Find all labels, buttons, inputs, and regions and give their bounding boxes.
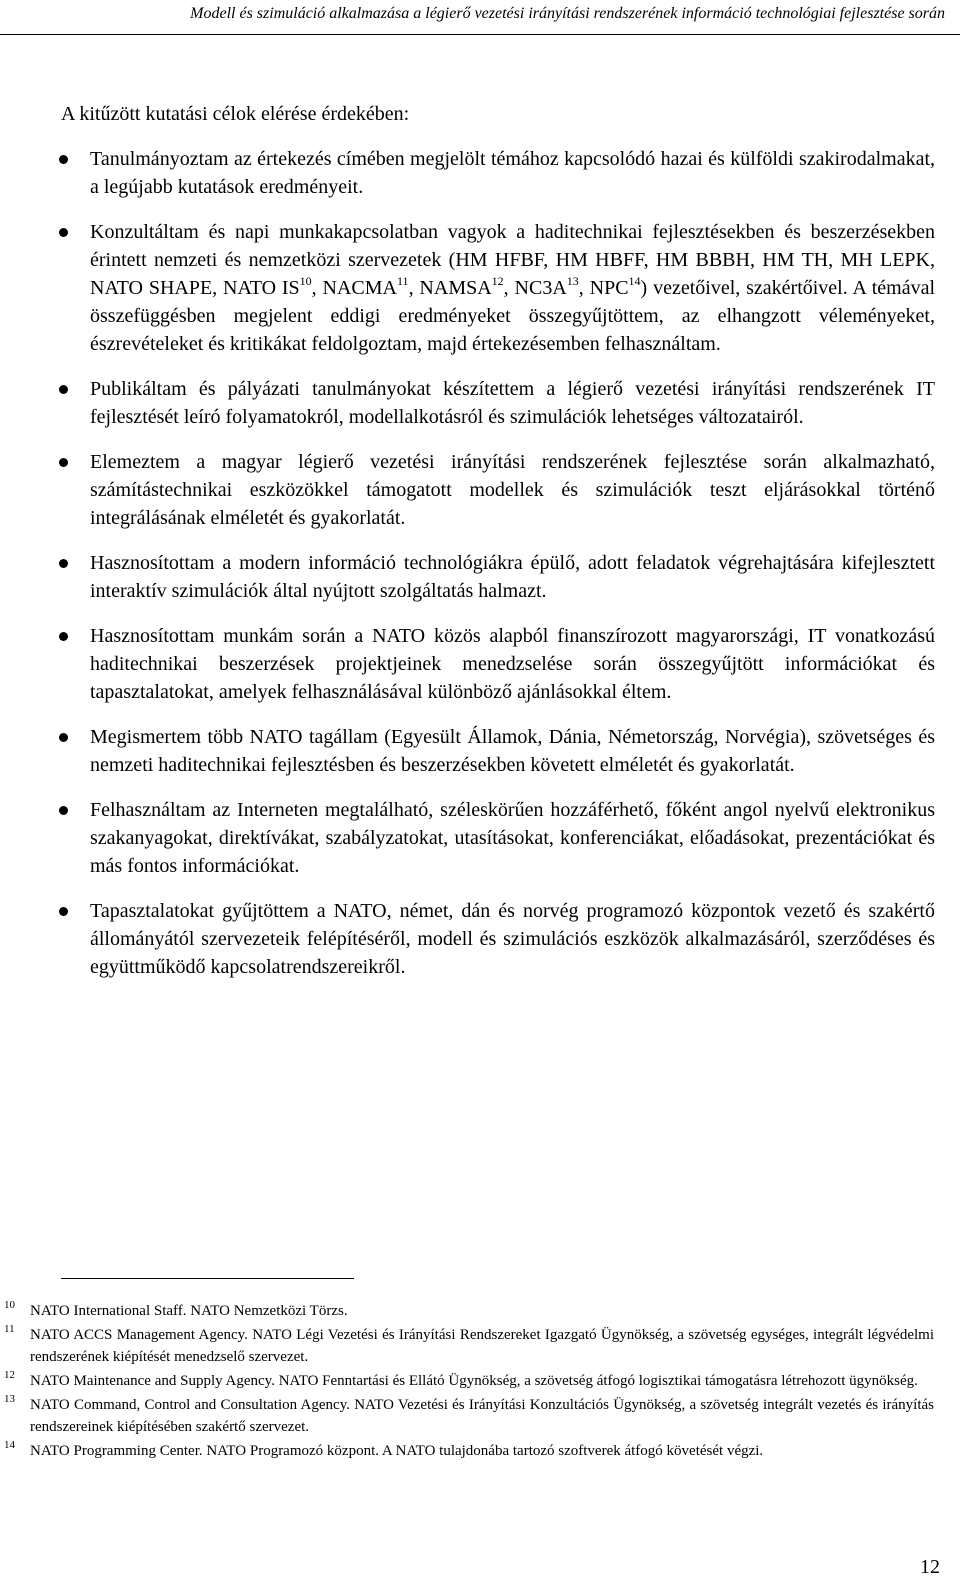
bullet-item: [0, 218, 960, 358]
bullet-icon: [59, 733, 68, 742]
footnote-text: NATO ACCS Management Agency. NATO Légi Vezetési és Irányítási Rendszereket Igazgató Ügynökség, a szövetség egységes, integrált légvédelmi rendszerének kiépítését menedzselő szervezet.: [30, 1327, 934, 1365]
bullet-icon: [59, 907, 68, 916]
footnote-number: 14: [4, 1439, 15, 1451]
bullet-icon: [59, 228, 68, 237]
bullet-item: [0, 723, 960, 779]
bullet-item: [0, 796, 960, 880]
bullet-icon: [59, 632, 68, 641]
running-title: Modell és szimuláció alkalmazása a légierő vezetési irányítási rendszerének információ technológiai fejlesztése során: [190, 5, 945, 22]
bullet-text-part: Konzultáltam és napi munkakapcsolatban vagyok a haditechnikai fejlesztésekben és beszerzésekben érintett nemzeti és nemzetközi szervezetek (HM HFBF, HM HBFF, HM BBBH, HM TH, MH LEPK, NATO SHAPE, NATO IS: [90, 221, 935, 299]
footnote-ref[interactable]: 10: [299, 274, 312, 289]
bullet-item: [0, 549, 960, 605]
footnote-text: NATO International Staff. NATO Nemzetközi Törzs.: [30, 1303, 348, 1319]
bullet-text: Megismertem több NATO tagállam (Egyesült Államok, Dánia, Németország, Norvégia), szövetséges és nemzeti haditechnikai fejlesztésben és beszerzésekben követett elméletét és gyakorlatát.: [90, 726, 935, 776]
bullet-text-part: , NACMA: [311, 277, 397, 299]
bullet-item: [0, 375, 960, 431]
bullet-text: Felhasználtam az Interneten megtalálható, széleskörűen hozzáférhető, főként angol nyelvű elektronikus szakanyagokat, direktívákat, szabályzatokat, utasításokat, konferenciákat, előadásokat, prezentációkat és más fontos információkat.: [90, 799, 935, 877]
bullet-icon: [59, 559, 68, 568]
running-header: [0, 0, 960, 35]
footnote: [0, 1370, 960, 1392]
bullet-item: [0, 897, 960, 981]
footnote: [0, 1300, 960, 1322]
footnote-text: NATO Maintenance and Supply Agency. NATO Fenntartási és Ellátó Ügynökség, a szövetség átfogó logisztikai támogatásra létrehozott ügynökség.: [30, 1373, 918, 1389]
bullet-icon: [59, 458, 68, 467]
footnote-ref[interactable]: 12: [491, 274, 504, 289]
footnotes: [0, 1300, 960, 1464]
footnote-number: 13: [4, 1393, 15, 1405]
bullet-text: Tanulmányoztam az értekezés címében megjelölt témához kapcsolódó hazai és külföldi szakirodalmakat, a legújabb kutatások eredményeit.: [90, 148, 935, 198]
bullet-text-part: , NC3A: [503, 277, 567, 299]
footnote-number: 11: [4, 1323, 15, 1335]
page-number: 12: [920, 1556, 940, 1578]
bullet-text-part: ) vezetőivel, szakértőivel. A témával összefüggésben megjelent eddigi eredményeket összegyűjtöttem, az elhangzott véleményeket, észrevételeket és kritikákat feldolgoztam, majd értekezésemben felhasználtam.: [90, 277, 936, 355]
footnote-text: NATO Programming Center. NATO Programozó központ. A NATO tulajdonába tartozó szoftverek átfogó követését végzi.: [30, 1443, 764, 1459]
bullet-text-part: , NAMSA: [408, 277, 492, 299]
bullet-item: [0, 622, 960, 706]
bullet-icon: [59, 806, 68, 815]
bullet-icon: [59, 385, 68, 394]
bullet-text: Elemeztem a magyar légierő vezetési irányítási rendszerének fejlesztése során alkalmazható, számítástechnikai eszközökkel támogatott modellek és szimulációk teszt eljárásokkal történő integrálásának elméletét és gyakorlatát.: [90, 451, 935, 529]
bullet-icon: [59, 155, 68, 164]
footnote: [0, 1324, 960, 1368]
footnote: [0, 1440, 960, 1462]
footnote-separator: [61, 1278, 354, 1279]
footnote: [0, 1394, 960, 1438]
bullet-text: Publikáltam és pályázati tanulmányokat készítettem a légierő vezetési irányítási rendszerének IT fejlesztését leíró folyamatokról, modellalkotásról és szimulációk lehetséges változatairól.: [90, 378, 935, 428]
bullet-text-part: , NPC: [578, 277, 629, 299]
bullet-text: Hasznosítottam a modern információ technológiákra épülő, adott feladatok végrehajtására kifejlesztett interaktív szimulációk által nyújtott szolgáltatás halmazt.: [90, 552, 935, 602]
footnote-text: NATO Command, Control and Consultation Agency. NATO Vezetési és Irányítási Konzultációs Ügynökség, a szövetség integrált vezetés és irányítás rendszereinek kiépítésében szakértő szervezet.: [30, 1397, 934, 1435]
bullet-item: [0, 448, 960, 532]
footnote-number: 12: [4, 1369, 15, 1381]
footnote-ref[interactable]: 13: [566, 274, 579, 289]
bullet-list: [0, 145, 960, 998]
bullet-item: [0, 145, 960, 201]
footnote-number: 10: [4, 1299, 15, 1311]
footnote-ref[interactable]: 14: [628, 274, 641, 289]
bullet-text: Hasznosítottam munkám során a NATO közös alapból finanszírozott magyarországi, IT vonatkozású haditechnikai beszerzések projektjeinek menedzselése során összegyűjtött információkat és tapasztalatokat, amelyek felhasználásával különböző ajánlásokkal éltem.: [90, 625, 935, 703]
intro-sentence: A kitűzött kutatási célok elérése érdekében:: [61, 103, 410, 125]
bullet-text: Tapasztalatokat gyűjtöttem a NATO, német, dán és norvég programozó központok vezető és szakértő állományától szervezeteik felépítéséről, modell és szimulációs eszközök alkalmazásáról, szerződéses és együttműködő kapcsolatrendszereikről.: [90, 900, 935, 978]
footnote-ref[interactable]: 11: [397, 274, 409, 289]
